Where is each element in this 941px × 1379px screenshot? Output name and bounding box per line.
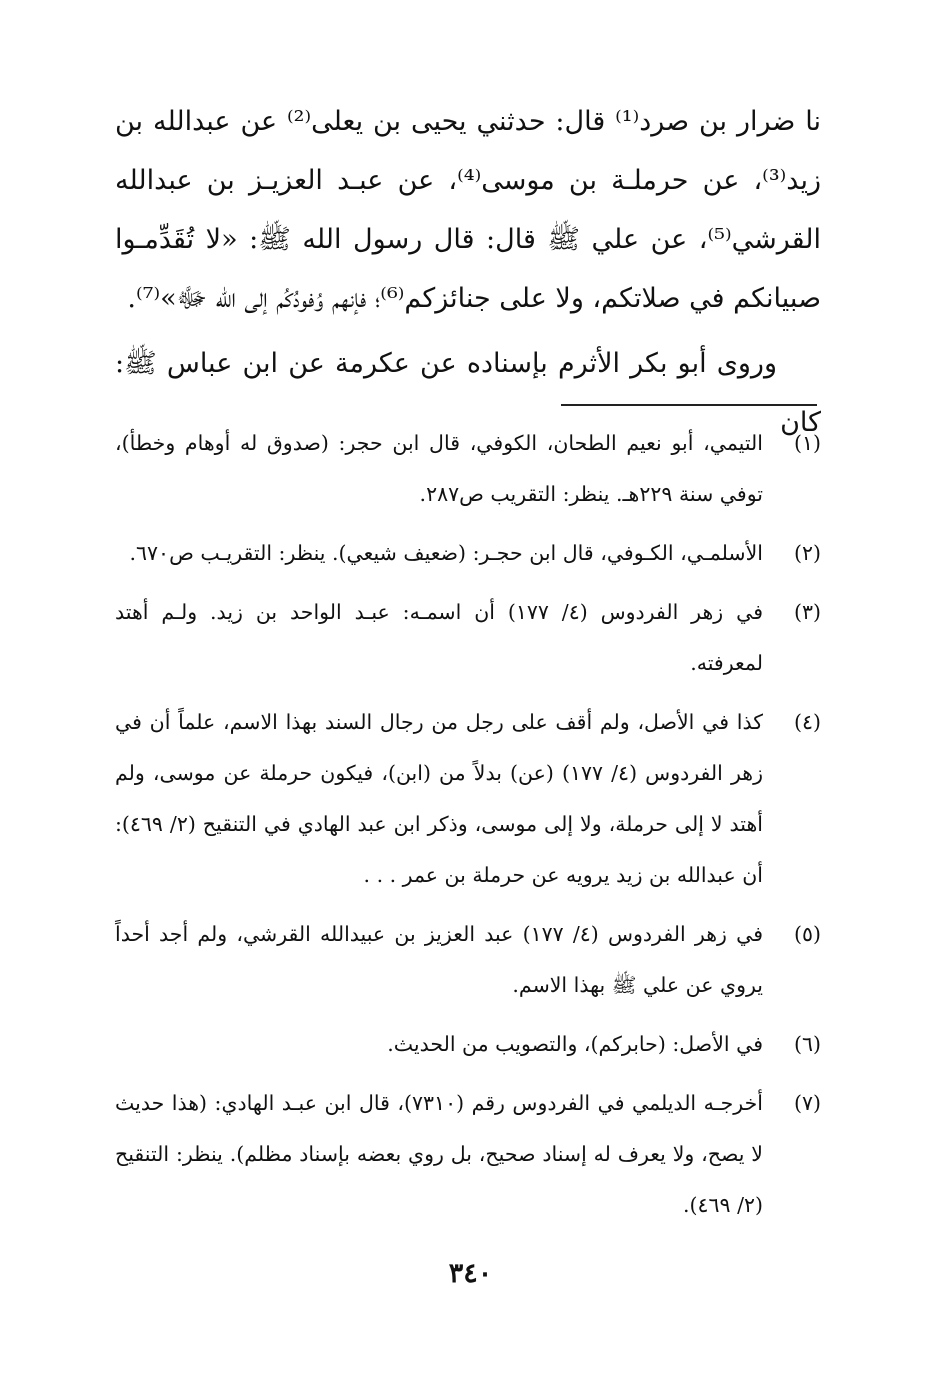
footnote-text: في زهر الفردوس (٤/ ١٧٧) عبد العزيز بن عبيدالله القرشي، ولم أجد أحداً يروي عن علي ﷺ بهذا الاسم. (115, 922, 763, 997)
footnote-7 (115, 1078, 821, 1231)
footnote-number: (٦) (793, 1032, 821, 1056)
footnote-text: في زهر الفردوس (٤/ ١٧٧) أن اسمـه: عبـد الواحد بن زيد. ولـم أهتد لمعرفته. (115, 600, 763, 675)
footnote-4 (115, 697, 821, 901)
footnote-number: (٢) (793, 541, 821, 565)
footnote-5 (115, 909, 821, 1011)
footnote-separator (561, 404, 817, 406)
main-text (115, 92, 821, 452)
main-paragraph-1: نا ضرار بن صرد⁽¹⁾ قال: حدثني يحيى بن يعلى⁽²⁾ عن عبدالله بن زيد⁽³⁾، عن حرملـة بن موسى⁽⁴⁾، عن عبـد العزيـز بن عبدالله القرشي⁽⁵⁾، عن علي ﷺ قال: قال رسول الله ﷺ: «لا تُقَدِّمـوا صبيانكم في صلاتكم، ولا على جنائزكم⁽⁶⁾؛ فإنهم وُفودُكُم إلى الله ﷻ»⁽⁷⁾. (115, 106, 821, 314)
footnote-number: (٣) (793, 600, 821, 624)
main-paragraph-2: وروى أبو بكر الأثرم بإسناده عن عكرمة عن ابن عباس ﷺ: كان (115, 348, 821, 438)
footnote-number: (٤) (793, 710, 821, 734)
footnote-text: أخرجـه الديلمي في الفردوس رقم (٧٣١٠)، قال ابن عبـد الهادي: (هذا حديث لا يصح، ولا يعرف له إسناد صحيح، بل روي بعضه بإسناد مظلم). ينظر: التنقيح (٢/ ٤٦٩). (115, 1091, 763, 1217)
footnote-number: (٥) (793, 922, 821, 946)
footnote-text: كذا في الأصل، ولم أقف على رجل من رجال السند بهذا الاسم، علماً أن في زهر الفردوس (٤/ ١٧٧) (عن) بدلاً من (ابن)، فيكون حرملة عن موسى، ولم أهتد لا إلى حرملة، ولا إلى موسى، وذكر ابن عبد الهادي في التنقيح (٢/ ٤٦٩): أن عبدالله بن زيد يرويه عن حرملة بن عمر . . . (115, 710, 763, 887)
footnote-1 (115, 418, 821, 520)
footnote-2 (115, 528, 821, 579)
footnote-number: (١) (793, 431, 821, 455)
footnote-text: التيمي، أبو نعيم الطحان، الكوفي، قال ابن حجر: (صدوق له أوهام وخطأ)، توفي سنة ٢٢٩هـ. ينظر: التقريب ص٢٨٧. (115, 431, 763, 506)
footnote-text: الأسلمـي، الكـوفي، قال ابن حجـر: (ضعيف شيعي). ينظر: التقريـب ص٦٧٠. (129, 541, 763, 565)
footnote-3 (115, 587, 821, 689)
footnotes (115, 418, 821, 1239)
page-number: ٣٤٠ (448, 1258, 493, 1289)
footnote-6 (115, 1019, 821, 1070)
footnote-number: (٧) (793, 1091, 821, 1115)
footnote-text: في الأصل: (حابركم)، والتصويب من الحديث. (387, 1032, 763, 1056)
